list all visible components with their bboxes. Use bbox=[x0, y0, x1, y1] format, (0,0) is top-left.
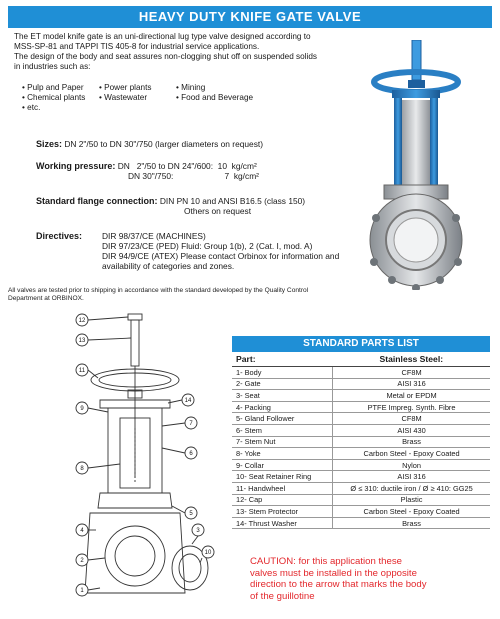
standard-parts-list bbox=[232, 336, 490, 529]
diagram-label: 3 bbox=[196, 528, 200, 534]
spec-value: DIN PN 10 and ANSI B16.5 (class 150) bbox=[159, 196, 306, 206]
part-material-cell: AISI 316 bbox=[333, 378, 490, 390]
table-row bbox=[232, 506, 490, 518]
part-material-cell: Nylon bbox=[333, 459, 490, 471]
diagram-label: 12 bbox=[78, 318, 86, 324]
part-name-cell: 14- Thrust Washer bbox=[232, 517, 333, 529]
sizes-spec bbox=[36, 139, 263, 149]
table-row bbox=[232, 413, 490, 425]
stem-protector-part bbox=[131, 320, 139, 366]
diagram-label: 7 bbox=[189, 421, 193, 427]
part-material-cell: Metal or EPDM bbox=[333, 390, 490, 402]
parts-list-title: STANDARD PARTS LIST bbox=[232, 336, 490, 352]
part-material-cell: CF8M bbox=[333, 367, 490, 379]
part-material-cell: CF8M bbox=[333, 413, 490, 425]
spec-value: DN 2"/50 to DN 24"/600: 10 kg/cm² bbox=[117, 161, 257, 171]
table-row bbox=[232, 459, 490, 471]
table-row bbox=[232, 378, 490, 390]
part-material-cell: Plastic bbox=[333, 494, 490, 506]
table-row bbox=[232, 424, 490, 436]
part-name-cell: 5- Gland Follower bbox=[232, 413, 333, 425]
caution-line: of the guillotine bbox=[250, 590, 315, 602]
diagram-label: 10 bbox=[204, 550, 212, 556]
intro-line: The design of the body and seat assures non-clogging shut off on suspended solids bbox=[14, 52, 317, 61]
caution-line: CAUTION: for this application these bbox=[250, 556, 402, 567]
flange-spec bbox=[36, 196, 305, 216]
part-name-cell: 2- Gate bbox=[232, 378, 333, 390]
table-row bbox=[232, 401, 490, 413]
table-row bbox=[232, 367, 490, 379]
part-name-cell: 11- Handwheel bbox=[232, 482, 333, 494]
part-material-cell: Brass bbox=[333, 517, 490, 529]
spec-value: DN 2"/50 to DN 30"/750 (larger diameters on request) bbox=[64, 139, 264, 149]
table-row bbox=[232, 471, 490, 483]
table-row bbox=[232, 482, 490, 494]
body-part bbox=[85, 513, 185, 593]
caution-line: direction to the arrow that marks the body bbox=[250, 579, 427, 590]
part-material-cell: Ø ≤ 310: ductile iron / Ø ≥ 410: GG25 bbox=[333, 482, 490, 494]
table-row bbox=[232, 448, 490, 460]
list-item: • Wastewater bbox=[99, 93, 148, 102]
diagram-label: 1 bbox=[80, 588, 84, 594]
part-name-cell: 6- Stem bbox=[232, 424, 333, 436]
list-item: • Power plants bbox=[99, 83, 152, 92]
diagram-label: 9 bbox=[80, 406, 84, 412]
table-row bbox=[232, 390, 490, 402]
list-item: • Mining bbox=[176, 83, 206, 92]
gland-part bbox=[98, 493, 172, 508]
spec-label: Working pressure: bbox=[36, 161, 116, 171]
spec-value: DN 30"/750: 7 kg/cm² bbox=[128, 171, 259, 181]
footnote-line: Department at ORBINOX. bbox=[8, 295, 84, 302]
spec-value: availability of categories and zones. bbox=[102, 261, 235, 271]
applications-list bbox=[22, 83, 268, 113]
list-item: • Pulp and Paper bbox=[22, 83, 84, 92]
footnote bbox=[8, 287, 368, 303]
caution-line: valves must be installed in the opposite bbox=[250, 567, 417, 579]
intro-line: The ET model knife gate is an uni-directional lug type valve designed according to bbox=[14, 32, 311, 41]
exploded-parts-diagram bbox=[60, 308, 220, 618]
column-header-part: Part: bbox=[232, 352, 333, 367]
diagram-label: 6 bbox=[189, 451, 193, 457]
part-name-cell: 7- Stem Nut bbox=[232, 436, 333, 448]
diagram-label: 4 bbox=[80, 528, 84, 534]
valve-photo bbox=[352, 40, 482, 290]
spec-value: DIR 98/37/CE (MACHINES) bbox=[102, 231, 206, 241]
spec-label: Directives: bbox=[36, 231, 83, 241]
part-name-cell: 10- Seat Retainer Ring bbox=[232, 471, 333, 483]
diagram-label: 14 bbox=[184, 398, 192, 404]
part-name-cell: 1- Body bbox=[232, 367, 333, 379]
part-material-cell: AISI 316 bbox=[333, 471, 490, 483]
part-name-cell: 3- Seat bbox=[232, 390, 333, 402]
spec-label: Sizes: bbox=[36, 139, 63, 149]
footnote-line: All valves are tested prior to shipping in accordance with the standard developed by the Quality Control bbox=[8, 287, 309, 294]
table-row bbox=[232, 494, 490, 506]
spec-value: DIR 97/23/CE (PED) Fluid: Group 1(b), 2 (Cat. I, mod. A) bbox=[102, 241, 313, 251]
diagram-label: 8 bbox=[80, 466, 84, 472]
intro-text bbox=[14, 32, 354, 72]
parts-table bbox=[232, 352, 490, 529]
column-header-material: Stainless Steel: bbox=[333, 352, 490, 367]
diagram-label: 13 bbox=[78, 338, 86, 344]
diagram-label: 11 bbox=[78, 368, 86, 374]
list-item: • Chemical plants bbox=[22, 93, 86, 102]
part-name-cell: 12- Cap bbox=[232, 494, 333, 506]
directives-spec bbox=[36, 231, 339, 271]
part-material-cell: AISI 430 bbox=[333, 424, 490, 436]
part-material-cell: PTFE Impreg. Synth. Fibre bbox=[333, 401, 490, 413]
table-row bbox=[232, 436, 490, 448]
part-material-cell: Brass bbox=[333, 436, 490, 448]
diagram-label: 5 bbox=[189, 511, 193, 517]
part-material-cell: Carbon Steel - Epoxy Coated bbox=[333, 448, 490, 460]
spec-label: Standard flange connection: bbox=[36, 196, 158, 206]
caution-note bbox=[250, 556, 486, 602]
list-item: • etc. bbox=[22, 103, 41, 112]
cap-part bbox=[128, 314, 142, 320]
part-name-cell: 13- Stem Protector bbox=[232, 506, 333, 518]
intro-line: MSS-SP-81 and TAPPI TIS 405-8 for industrial service applications. bbox=[14, 42, 260, 51]
intro-line: in industries such as: bbox=[14, 62, 91, 71]
pressure-spec bbox=[36, 161, 259, 181]
diagram-label: 2 bbox=[80, 558, 84, 564]
spec-value: Others on request bbox=[184, 206, 252, 216]
part-name-cell: 8- Yoke bbox=[232, 448, 333, 460]
page-title-banner: HEAVY DUTY KNIFE GATE VALVE bbox=[8, 6, 492, 28]
list-item: • Food and Beverage bbox=[176, 93, 254, 102]
part-name-cell: 9- Collar bbox=[232, 459, 333, 471]
table-row bbox=[232, 517, 490, 529]
part-material-cell: Carbon Steel - Epoxy Coated bbox=[333, 506, 490, 518]
spec-value: DIR 94/9/CE (ATEX) Please contact Orbinox for information and bbox=[102, 251, 340, 261]
part-name-cell: 4- Packing bbox=[232, 401, 333, 413]
